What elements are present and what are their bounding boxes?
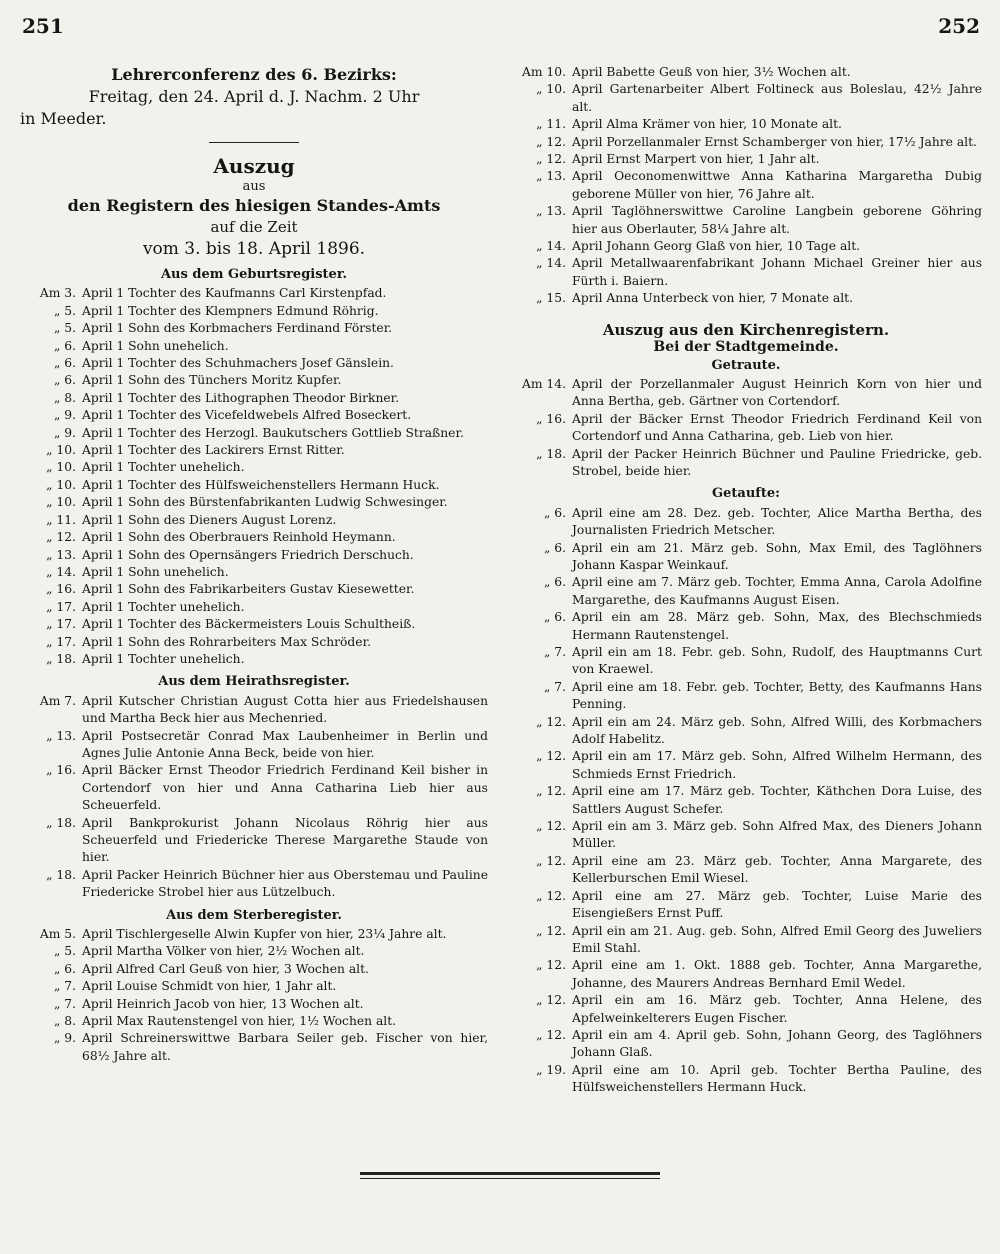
birth-entry <box>20 390 488 407</box>
entry-text: April 1 Sohn des Opernsängers Friedrich Derschuch. <box>82 547 414 562</box>
entry-date: „ 7. <box>53 979 76 994</box>
birth-heading: Aus dem Geburtsregister. <box>160 267 348 282</box>
birth-entry <box>20 425 488 442</box>
death-entry <box>20 1013 488 1030</box>
entry-date: „ 6. <box>53 338 76 353</box>
marriage-list <box>20 693 488 902</box>
divider <box>209 142 299 143</box>
page-number-left: 251 <box>22 14 64 38</box>
entry-date: „ 6. <box>53 373 76 388</box>
entry-date: „ 9. <box>53 1031 76 1046</box>
entry-date: „ 10. <box>536 82 566 97</box>
baptism-entry <box>510 748 982 783</box>
entry-text: April eine am 17. März geb. Tochter, Käthchen Dora Luise, des Sattlers August Schefer. <box>572 784 982 816</box>
entry-date: „ 15. <box>536 291 566 306</box>
entry-date: „ 13. <box>46 547 76 562</box>
entry-text: April eine am 1. Okt. 1888 geb. Tochter, Anna Margarethe, Johanne, des Maurers Andreas Bernhard Emil Wedel. <box>572 958 982 990</box>
entry-date: „ 12. <box>536 134 566 149</box>
birth-entry <box>20 599 488 616</box>
entry-text: April 1 Tochter unehelich. <box>82 651 245 666</box>
notice-line1: Freitag, den 24. April d. J. Nachm. 2 Uhr <box>88 87 420 106</box>
notice-line2: in Meeder. <box>20 109 107 128</box>
entry-text: April Martha Völker von hier, 2½ Wochen alt. <box>82 944 365 959</box>
entry-text: April 1 Sohn des Oberbrauers Reinhold Heymann. <box>82 530 396 545</box>
birth-entry <box>20 634 488 651</box>
notice-title: Lehrerconferenz des 6. Bezirks: <box>111 65 397 84</box>
baptism-entry <box>510 923 982 958</box>
entry-date: „ 13. <box>46 728 76 743</box>
death-entry <box>510 203 982 238</box>
entry-date: „ 6. <box>543 540 566 555</box>
baptism-entry <box>510 714 982 749</box>
death-entry <box>20 996 488 1013</box>
church-heading: Auszug aus den Kirchenregistern. <box>602 320 890 339</box>
birth-entry <box>20 494 488 511</box>
birth-entry <box>20 338 488 355</box>
entry-date: „ 10. <box>46 460 76 475</box>
married-heading: Getraute. <box>711 357 781 373</box>
entry-text: April eine am 28. Dez. geb. Tochter, Alice Martha Bertha, des Journalisten Friedrich Metscher. <box>572 505 982 538</box>
death-entry <box>20 961 488 978</box>
birth-entry <box>20 529 488 546</box>
entry-text: April ein am 17. März geb. Sohn, Alfred Wilhelm Hermann, des Schmieds Ernst Friedrich. <box>572 749 982 781</box>
entry-date: Am 10. <box>521 65 566 79</box>
entry-text: April 1 Tochter des Klempners Edmund Röhrig. <box>82 303 379 318</box>
entry-date: „ 5. <box>53 303 76 318</box>
end-rule <box>360 1172 660 1175</box>
entry-text: April Heinrich Jacob von hier, 13 Wochen alt. <box>82 996 364 1011</box>
entry-text: April Schreinerswittwe Barbara Seiler geb. Fischer von hier, 68½ Jahre alt. <box>82 1031 488 1063</box>
entry-date: „ 7. <box>543 645 566 659</box>
entry-date: „ 17. <box>46 599 76 614</box>
entry-date: „ 16. <box>46 582 76 597</box>
baptism-entry <box>510 888 982 923</box>
entry-text: April der Packer Heinrich Büchner und Pauline Friedricke, geb. Strobel, beide hier. <box>572 446 982 478</box>
death-entry <box>510 116 982 133</box>
entry-text: April Alma Krämer von hier, 10 Monate alt. <box>572 117 842 132</box>
entry-text: April 1 Sohn unehelich. <box>82 338 229 353</box>
entry-text: April ein am 18. Febr. geb. Sohn, Rudolf, des Hauptmanns Curt von Kraewel. <box>572 645 982 677</box>
entry-text: April 1 Sohn des Fabrikarbeiters Gustav Kiesewetter. <box>82 582 415 597</box>
extract-dates: vom 3. bis 18. April 1896. <box>142 239 366 259</box>
entry-text: April eine am 23. März geb. Tochter, Anna Margarete, des Kellerburschen Emil Wiesel. <box>572 853 982 886</box>
entry-date: „ 19. <box>536 1062 566 1077</box>
entry-text: April der Porzellanmaler August Heinrich Korn von hier und Anna Bertha, geb. Gärtner von Cortendorf. <box>572 376 982 409</box>
entry-date: „ 10. <box>46 443 76 458</box>
death-heading: Aus dem Sterberegister. <box>166 907 342 923</box>
entry-text: April Max Rautenstengel von hier, 1½ Wochen alt. <box>82 1014 397 1029</box>
entry-text: April Taglöhnerswittwe Caroline Langbein geborene Göhring hier aus Oberlauter, 58¼ Jahre alt. <box>572 204 982 236</box>
entry-date: „ 12. <box>46 530 76 545</box>
death-entry <box>20 926 488 943</box>
entry-date: „ 16. <box>46 763 76 778</box>
birth-entry <box>20 442 488 459</box>
entry-text: April Postsecretär Conrad Max Laubenheimer in Berlin und Agnes Julie Antonie Anna Beck, beide von hier. <box>82 728 488 760</box>
birth-entry <box>20 355 488 372</box>
death-entry <box>510 134 982 151</box>
page-number-right: 252 <box>938 14 980 38</box>
death-entry <box>510 151 982 168</box>
entry-date: „ 12. <box>536 853 566 868</box>
entry-text: April der Bäcker Ernst Theodor Friedrich Ferdinand Keil von Cortendorf und Anna Catharina, geb. Lieb von hier. <box>572 411 982 444</box>
entry-date: Am 3. <box>39 286 76 301</box>
entry-date: „ 12. <box>536 1027 566 1042</box>
baptized-heading: Getaufte: <box>712 486 780 502</box>
entry-text: April ein am 16. März geb. Tochter, Anna Helene, des Apfelweinkelterers Eugen Fischer. <box>572 993 982 1025</box>
entry-text: April eine am 18. Febr. geb. Tochter, Betty, des Kaufmanns Hans Penning. <box>572 679 982 712</box>
birth-entry <box>20 616 488 633</box>
baptism-entry <box>510 679 982 714</box>
entry-text: April 1 Tochter des Bäckermeisters Louis Schultheiß. <box>82 617 416 632</box>
church-marriage-entry <box>510 411 982 446</box>
baptism-entry <box>510 1027 982 1062</box>
entry-date: „ 11. <box>46 512 76 527</box>
birth-entry <box>20 564 488 581</box>
entry-date: „ 12. <box>536 749 566 764</box>
entry-date: „ 13. <box>536 169 566 184</box>
entry-date: „ 12. <box>536 923 566 938</box>
marriage-entry <box>20 693 488 728</box>
baptism-entry <box>510 644 982 679</box>
married-list <box>510 376 982 480</box>
baptism-entry <box>510 540 982 575</box>
entry-date: „ 9. <box>53 425 76 440</box>
entry-date: „ 11. <box>536 117 566 132</box>
baptism-entry <box>510 574 982 609</box>
birth-entry <box>20 459 488 476</box>
entry-text: April Bäcker Ernst Theodor Friedrich Ferdinand Keil bisher in Cortendorf von hier und Anna Catharina Lieb hier aus Scheuerfeld. <box>82 763 488 813</box>
birth-entry <box>20 303 488 320</box>
entry-text: April Packer Heinrich Büchner hier aus Oberstemau und Pauline Friedericke Strobel hier aus Lützelbuch. <box>82 867 488 900</box>
right-column <box>510 64 982 1097</box>
entry-text: April Ernst Marpert von hier, 1 Jahr alt. <box>572 152 820 167</box>
baptism-entry <box>510 853 982 888</box>
birth-entry <box>20 320 488 337</box>
entry-text: April ein am 4. April geb. Sohn, Johann Georg, des Taglöhners Johann Glaß. <box>572 1027 982 1060</box>
entry-text: April Tischlergeselle Alwin Kupfer von hier, 23¼ Jahre alt. <box>82 927 447 942</box>
entry-text: April Kutscher Christian August Cotta hier aus Friedelshausen und Martha Beck hier aus Mechenried. <box>82 693 488 726</box>
entry-date: „ 6. <box>543 610 566 625</box>
entry-text: April eine am 10. April geb. Tochter Bertha Pauline, des Hülfsweichenstellers Hermann Huck. <box>572 1062 982 1095</box>
death-entry <box>510 255 982 290</box>
entry-text: April ein am 21. Aug. geb. Sohn, Alfred Emil Georg des Juweliers Emil Stahl. <box>572 923 982 955</box>
entry-date: Am 5. <box>39 927 76 942</box>
entry-text: April 1 Tochter des Lithographen Theodor Birkner. <box>82 390 400 405</box>
entry-date: „ 7. <box>53 996 76 1011</box>
marriage-entry <box>20 867 488 902</box>
entry-date: „ 7. <box>543 679 566 694</box>
entry-date: „ 14. <box>46 564 76 579</box>
extract-aus: aus <box>242 179 266 194</box>
entry-text: April ein am 21. März geb. Sohn, Max Emil, des Taglöhners Johann Kaspar Weinkauf. <box>572 540 982 572</box>
entry-date: „ 5. <box>53 944 76 959</box>
birth-entry <box>20 477 488 494</box>
church-subheading: Bei der Stadtgemeinde. <box>653 339 839 356</box>
entry-date: „ 6. <box>543 575 566 590</box>
extract-subtitle: den Registern des hiesigen Standes-Amts <box>67 196 441 215</box>
entry-text: April 1 Tochter unehelich. <box>82 460 245 475</box>
entry-text: April eine am 27. März geb. Tochter, Luise Marie des Eisengießers Ernst Puff. <box>572 888 982 921</box>
death-entry <box>510 238 982 255</box>
entry-date: Am 14. <box>521 376 566 391</box>
entry-text: April 1 Sohn des Rohrarbeiters Max Schröder. <box>82 634 372 649</box>
entry-date: „ 14. <box>536 239 566 254</box>
baptism-entry <box>510 957 982 992</box>
birth-entry <box>20 581 488 598</box>
entry-text: April 1 Tochter des Hülfsweichenstellers Hermann Huck. <box>82 477 440 492</box>
death-entry <box>510 81 982 116</box>
entry-text: April 1 Tochter unehelich. <box>82 599 245 614</box>
baptized-list <box>510 505 982 1097</box>
death-entry <box>510 64 982 81</box>
birth-entry <box>20 372 488 389</box>
marriage-entry <box>20 762 488 814</box>
entry-text: April 1 Tochter des Schuhmachers Josef Gänslein. <box>82 356 394 371</box>
birth-entry <box>20 512 488 529</box>
entry-date: „ 8. <box>53 390 76 405</box>
entry-date: „ 12. <box>536 819 566 834</box>
entry-text: April 1 Sohn des Bürstenfabrikanten Ludwig Schwesinger. <box>82 495 448 510</box>
marriage-heading: Aus dem Heirathsregister. <box>158 674 350 690</box>
entry-date: „ 10. <box>46 477 76 492</box>
entry-text: April 1 Sohn des Korbmachers Ferdinand Förster. <box>82 321 393 336</box>
marriage-entry <box>20 815 488 867</box>
entry-text: April Metallwaarenfabrikant Johann Michael Greiner hier aus Fürth i. Baiern. <box>572 256 982 288</box>
entry-text: April 1 Tochter des Herzogl. Baukutschers Gottlieb Straßner. <box>82 425 464 440</box>
entry-text: April eine am 7. März geb. Tochter, Emma Anna, Carola Adolfine Margarethe, des Kaufmanns August Eisen. <box>572 575 982 607</box>
entry-date: „ 18. <box>46 867 76 882</box>
entry-text: April 1 Sohn unehelich. <box>82 564 229 579</box>
entry-text: April ein am 3. März geb. Sohn Alfred Max, des Dieners Johann Müller. <box>572 819 982 851</box>
entry-date: „ 16. <box>536 411 566 426</box>
entry-date: „ 12. <box>536 784 566 799</box>
entry-date: „ 17. <box>46 617 76 632</box>
birth-entry <box>20 651 488 668</box>
entry-text: April 1 Tochter des Lackirers Ernst Ritter. <box>82 443 345 458</box>
death-list <box>20 926 488 1065</box>
baptism-entry <box>510 1062 982 1097</box>
birth-entry <box>20 285 488 302</box>
entry-date: „ 10. <box>46 495 76 510</box>
extract-period-label: auf die Zeit <box>210 218 298 236</box>
entry-text: April 1 Sohn des Dieners August Lorenz. <box>82 512 337 527</box>
death-entry <box>510 290 982 307</box>
entry-text: April ein am 24. März geb. Sohn, Alfred Willi, des Korbmachers Adolf Habelitz. <box>572 714 982 747</box>
entry-date: „ 5. <box>53 321 76 336</box>
entry-date: „ 12. <box>536 958 566 973</box>
entry-date: „ 9. <box>53 408 76 423</box>
entry-date: „ 18. <box>46 815 76 830</box>
church-marriage-entry <box>510 446 982 481</box>
entry-date: „ 12. <box>536 993 566 1008</box>
birth-list <box>20 285 488 668</box>
entry-date: „ 8. <box>53 1014 76 1029</box>
baptism-entry <box>510 609 982 644</box>
entry-text: April Johann Georg Glaß von hier, 10 Tage alt. <box>572 239 861 254</box>
baptism-entry <box>510 818 982 853</box>
baptism-entry <box>510 505 982 540</box>
entry-date: „ 18. <box>536 446 566 461</box>
entry-date: „ 6. <box>53 356 76 371</box>
extract-title: Auszug <box>213 154 295 178</box>
end-rule-thin <box>360 1178 660 1179</box>
left-column <box>20 64 488 1065</box>
entry-date: „ 14. <box>536 256 566 271</box>
entry-text: April ein am 28. März geb. Sohn, Max, des Blechschmieds Hermann Rautenstengel. <box>572 610 982 642</box>
entry-date: „ 17. <box>46 634 76 649</box>
entry-date: „ 12. <box>536 888 566 903</box>
entry-date: „ 6. <box>543 505 566 520</box>
death-entry <box>20 978 488 995</box>
entry-text: April 1 Tochter des Vicefeldwebels Alfred Boseckert. <box>82 408 412 423</box>
death-entry <box>20 943 488 960</box>
entry-text: April 1 Sohn des Tünchers Moritz Kupfer. <box>82 373 342 388</box>
entry-text: April Oeconomenwittwe Anna Katharina Margaretha Dubig geborene Müller von hier, 76 Jahre alt. <box>572 169 982 201</box>
entry-date: „ 12. <box>536 714 566 729</box>
marriage-entry <box>20 728 488 763</box>
entry-text: April Babette Geuß von hier, 3½ Wochen alt. <box>572 65 851 79</box>
entry-text: April Louise Schmidt von hier, 1 Jahr alt. <box>82 979 337 994</box>
entry-text: April Gartenarbeiter Albert Foltineck aus Boleslau, 42½ Jahre alt. <box>572 82 982 114</box>
death-entry <box>20 1030 488 1065</box>
entry-date: „ 13. <box>536 204 566 219</box>
death-entry <box>510 168 982 203</box>
death-cont-list <box>510 64 982 308</box>
birth-entry <box>20 547 488 564</box>
baptism-entry <box>510 783 982 818</box>
entry-text: April Bankprokurist Johann Nicolaus Röhrig hier aus Scheuerfeld und Friedericke Therese Margarethe Staude von hier. <box>82 815 488 865</box>
entry-text: April Anna Unterbeck von hier, 7 Monate alt. <box>572 291 854 306</box>
church-marriage-entry <box>510 376 982 411</box>
entry-date: „ 12. <box>536 152 566 167</box>
entry-text: April Porzellanmaler Ernst Schamberger von hier, 17½ Jahre alt. <box>572 134 977 149</box>
entry-date: Am 7. <box>39 693 76 708</box>
birth-entry <box>20 407 488 424</box>
entry-text: April 1 Tochter des Kaufmanns Carl Kirstenpfad. <box>82 286 387 301</box>
entry-date: „ 18. <box>46 651 76 666</box>
entry-date: „ 6. <box>53 961 76 976</box>
baptism-entry <box>510 992 982 1027</box>
entry-text: April Alfred Carl Geuß von hier, 3 Wochen alt. <box>82 961 369 976</box>
